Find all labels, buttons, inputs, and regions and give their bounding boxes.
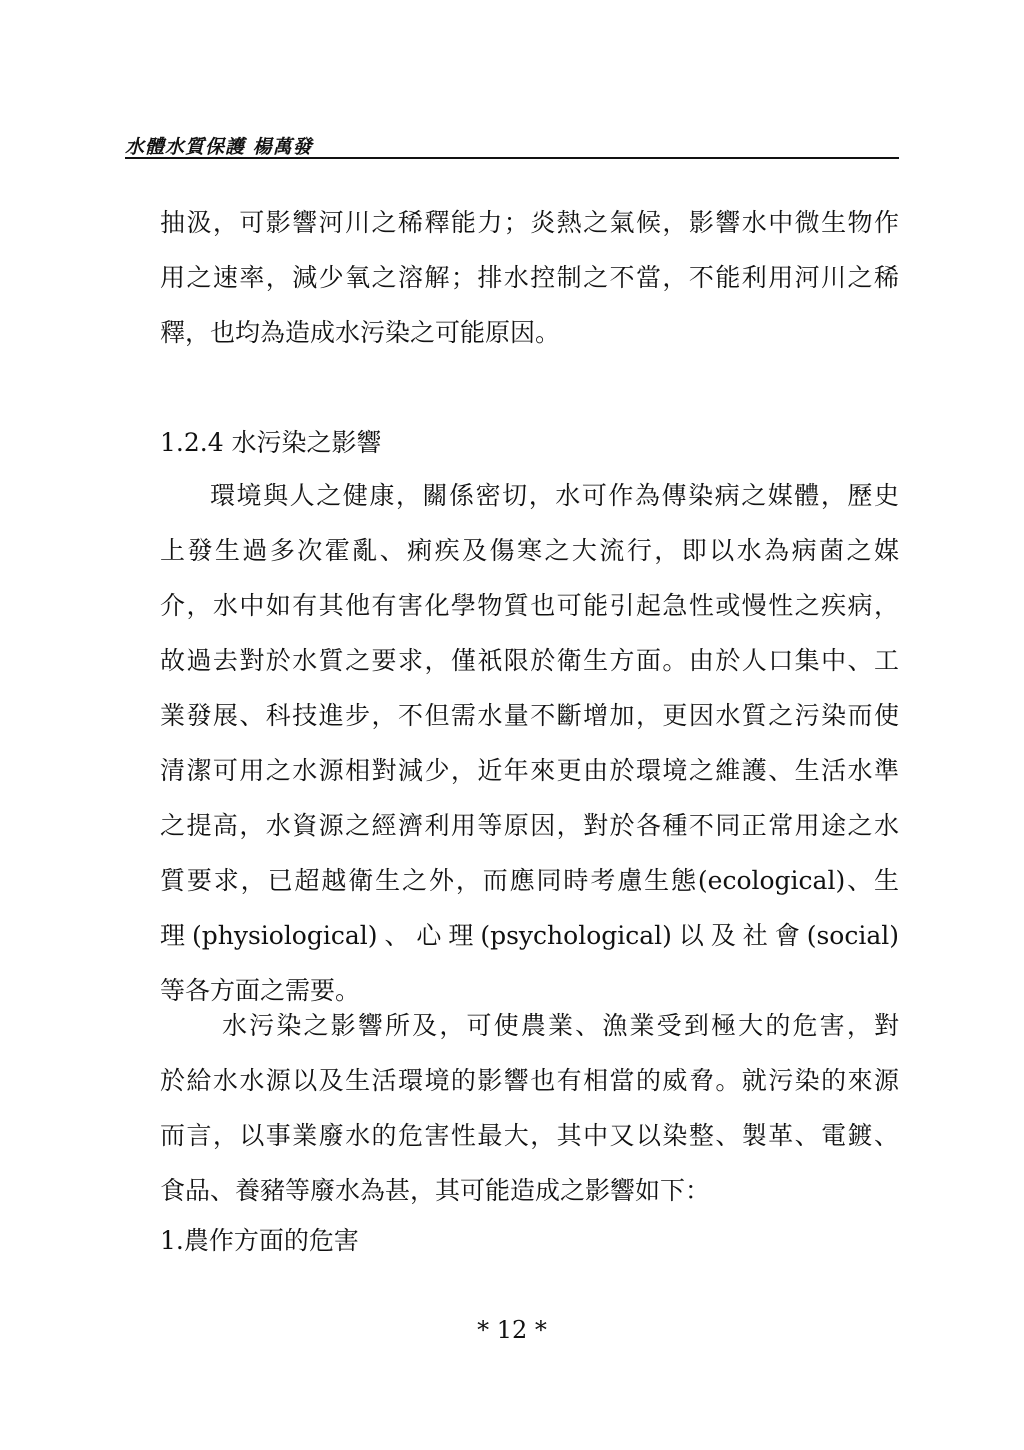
paragraph-line: 環境與人之健康，關係密切，水可作為傳染病之媒體，歷史	[210, 481, 899, 510]
paragraph-continuation	[160, 195, 899, 360]
list-item	[160, 1213, 899, 1268]
list-item-text: 1.農作方面的危害	[160, 1226, 359, 1255]
paragraph-line: 之提高，水資源之經濟利用等原因，對於各種不同正常用途之水	[160, 811, 899, 840]
paragraph-line: 於給水水源以及生活環境的影響也有相當的威脅。就污染的來源	[160, 1066, 899, 1095]
paragraph-water-pollution-effects	[160, 468, 899, 1018]
paragraph-line: 上發生過多次霍亂、痢疾及傷寒之大流行，即以水為病菌之媒	[160, 536, 899, 565]
paragraph-line: 質要求，已超越衛生之外，而應同時考慮生態(ecological)、生	[160, 866, 899, 895]
paragraph-line: 等各方面之需要。	[160, 976, 361, 1005]
paragraph-line: 水污染之影響所及，可使農業、漁業受到極大的危害，對	[222, 1011, 899, 1040]
paragraph-line: 清潔可用之水源相對減少，近年來更由於環境之維護、生活水準	[160, 756, 899, 785]
paragraph-line: 用之速率，減少氧之溶解；排水控制之不當，不能利用河川之稀	[160, 263, 899, 292]
paragraph-line: 食品、養豬等廢水為甚，其可能造成之影響如下：	[160, 1176, 711, 1205]
paragraph-line: 理(physiological)、心理(psychological)以及社會(social)	[160, 921, 899, 950]
section-heading: 1.2.4 水污染之影響	[160, 428, 382, 457]
paragraph-line: 故過去對於水質之要求，僅祇限於衛生方面。由於人口集中、工	[160, 646, 899, 675]
paragraph-damage-sources	[160, 998, 899, 1218]
header-divider	[125, 157, 899, 159]
paragraph-line: 而言，以事業廢水的危害性最大，其中又以染整、製革、電鍍、	[160, 1121, 899, 1150]
paragraph-line: 業發展、科技進步，不但需水量不斷增加，更因水質之污染而使	[160, 701, 899, 730]
paragraph-line: 釋，也均為造成水污染之可能原因。	[160, 318, 561, 347]
paragraph-line: 介，水中如有其他有害化學物質也可能引起急性或慢性之疾病，	[160, 591, 899, 620]
paragraph-line: 抽汲，可影響河川之稀釋能力；炎熱之氣候，影響水中微生物作	[160, 208, 899, 237]
page-number: * 12 *	[477, 1316, 547, 1344]
running-header-title: 水體水質保護 楊萬發	[125, 136, 313, 158]
